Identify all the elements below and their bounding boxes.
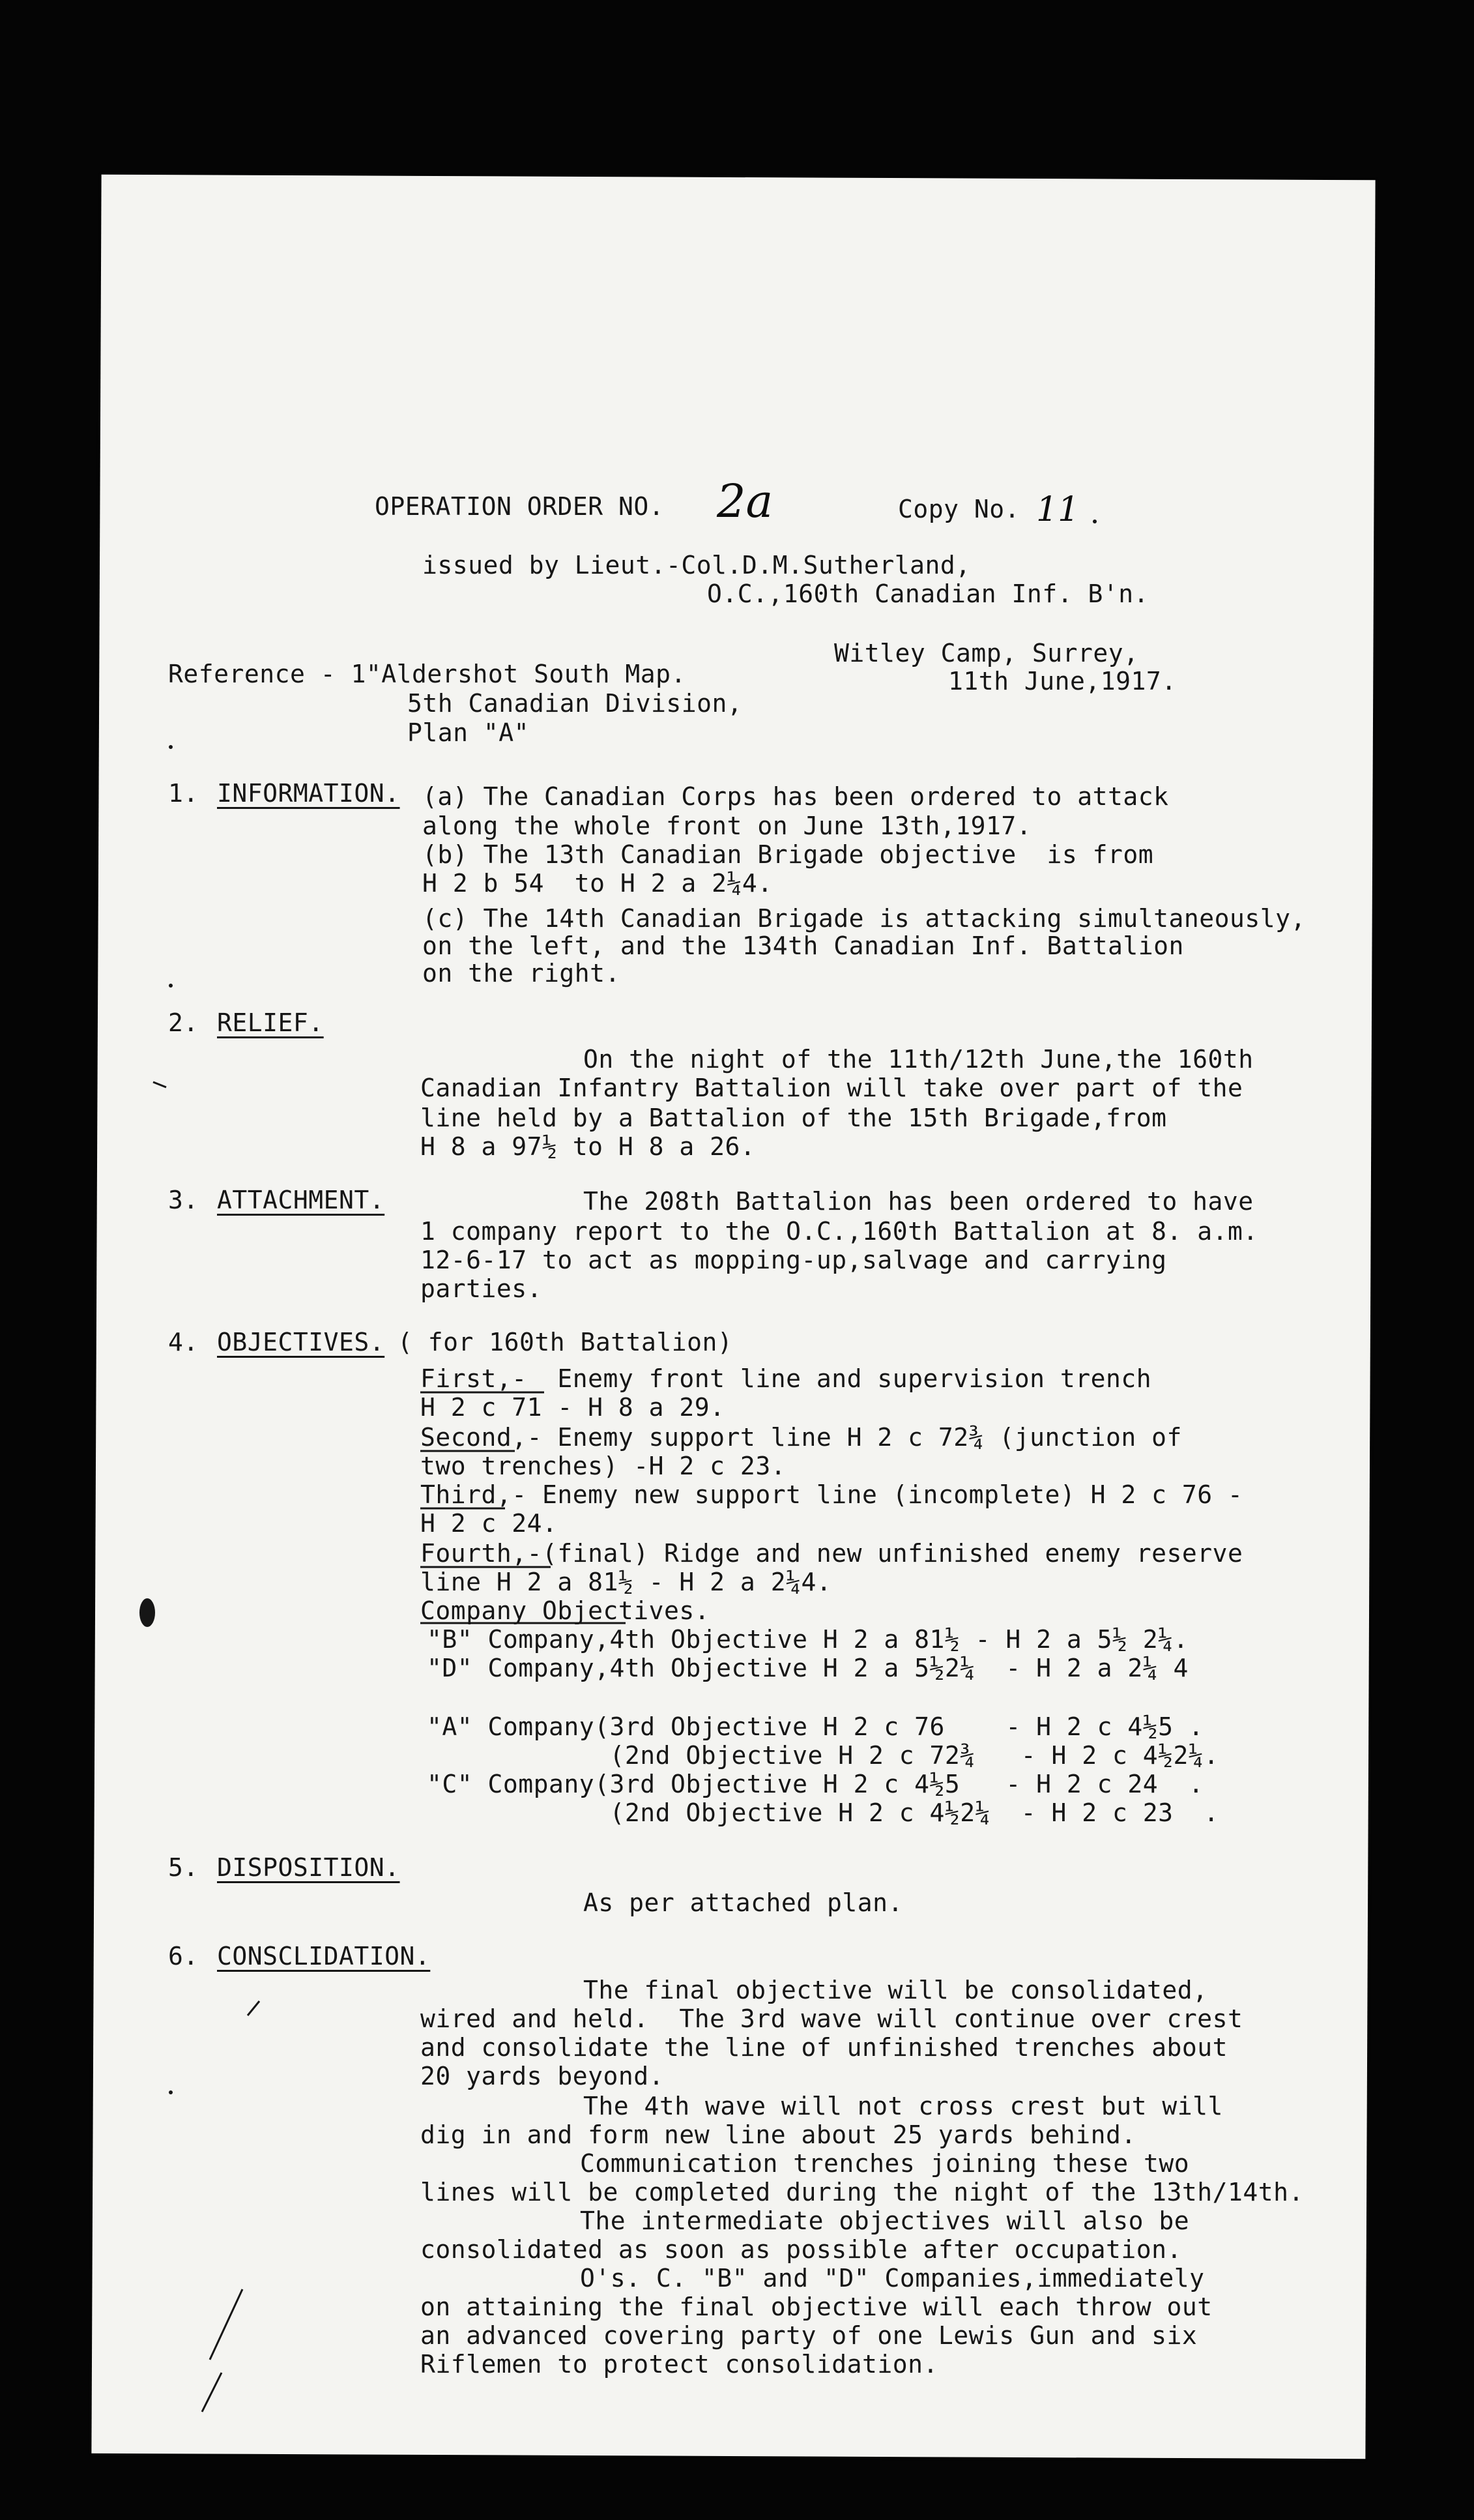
objectives-line: Company Objectives. [420,1596,710,1625]
consolidation-line: consolidated as soon as possible after occupation. [420,2235,1182,2264]
relief-line: line held by a Battalion of the 15th Brigade,from [420,1104,1167,1132]
consolidation-line: and consolidate the line of unfinished trenches about [420,2033,1228,2062]
section-heading-attachment: ATTACHMENT. [217,1186,385,1214]
order-title: OPERATION ORDER NO. [375,492,665,521]
copy-label: Copy No. [898,495,1020,523]
consolidation-line: The final objective will be consolidated, [583,1976,1208,2004]
consolidation-line: The 4th wave will not cross crest but will [583,2092,1223,2120]
section-number-5: 5. [168,1853,199,1882]
consolidation-line: lines will be completed during the night of the 13th/14th. [420,2178,1304,2206]
information-line: on the right. [422,959,620,988]
information-line: (c) The 14th Canadian Brigade is attacking simultaneously, [422,904,1306,933]
objectives-line: Second,- Enemy support line H 2 c 72¾ (junction of [420,1423,1182,1452]
relief-line: H 8 a 97½ to H 8 a 26. [420,1132,756,1161]
objectives-line: First,- Enemy front line and supervision trench [420,1364,1152,1393]
relief-line: Canadian Infantry Battalion will take over part of the [420,1074,1243,1102]
section-number-6: 6. [168,1942,199,1971]
date: 11th June,1917. [948,667,1177,696]
issued-by-line-1: issued by Lieut.-Col.D.M.Sutherland, [422,551,971,579]
relief-line: On the night of the 11th/12th June,the 160th [583,1045,1254,1074]
reference-line-1: Reference - 1"Aldershot South Map. [168,660,686,688]
information-line: on the left, and the 134th Canadian Inf. Battalion [422,931,1184,960]
section-heading-relief: RELIEF. [217,1008,324,1037]
consolidation-line: O's. C. "B" and "D" Companies,immediately [580,2264,1205,2293]
company-objective-row: (2nd Objective H 2 c 72¾ - H 2 c 4½2¼. [427,1741,1219,1770]
issued-by-line-2: O.C.,160th Canadian Inf. B'n. [707,579,1149,608]
consolidation-line: an advanced covering party of one Lewis Gun and six [420,2321,1198,2350]
objectives-line: Fourth,-(final) Ridge and new unfinished enemy reserve [420,1539,1243,1568]
objectives-heading-suffix: ( for 160th Battalion) [397,1328,733,1356]
company-objective-row: "C" Company(3rd Objective H 2 c 4½5 - H 2 c 24 . [427,1770,1204,1798]
section-number-2: 2. [168,1008,199,1037]
consolidation-line: Communication trenches joining these two [580,2149,1190,2178]
objectives-line: line H 2 a 81½ - H 2 a 2¼4. [420,1568,832,1596]
attachment-line: parties. [420,1274,543,1303]
copy-number-handwritten: 11 [1036,490,1080,529]
company-objective-row: "A" Company(3rd Objective H 2 c 76 - H 2 c 4½5 . [427,1712,1204,1741]
section-heading-disposition: DISPOSITION. [217,1853,400,1882]
information-line: (b) The 13th Canadian Brigade objective is from [422,840,1154,869]
company-objective-row: (2nd Objective H 2 c 4½2¼ - H 2 c 23 . [427,1798,1219,1827]
company-objective-row: "D" Company,4th Objective H 2 a 5½2¼ - H 2 a 2¼ 4 [427,1654,1189,1682]
objectives-line: two trenches) -H 2 c 23. [420,1452,787,1480]
information-line: (a) The Canadian Corps has been ordered to attack [422,782,1169,811]
consolidation-line: on attaining the final objective will each throw out [420,2293,1213,2321]
consolidation-line: dig in and form new line about 25 yards behind. [420,2120,1136,2149]
objectives-line: H 2 c 71 - H 8 a 29. [420,1393,725,1422]
section-heading-information: INFORMATION. [217,779,400,808]
attachment-line: 1 company report to the O.C.,160th Battalion at 8. a.m. [420,1217,1258,1246]
consolidation-line: The intermediate objectives will also be [580,2206,1190,2235]
section-number-4: 4. [168,1328,199,1356]
section-number-1: 1. [168,779,199,808]
consolidation-line: 20 yards beyond. [420,2062,665,2090]
information-line: H 2 b 54 to H 2 a 2¼4. [422,869,773,898]
consolidation-line: wired and held. The 3rd wave will continue over crest [420,2004,1243,2033]
company-objective-row: "B" Company,4th Objective H 2 a 81½ - H 2 a 5½ 2¼. [427,1625,1189,1654]
consolidation-line: Riflemen to protect consolidation. [420,2350,938,2379]
order-number-handwritten: 2a [717,475,773,528]
section-heading-objectives: OBJECTIVES. [217,1328,385,1356]
information-line: along the whole front on June 13th,1917. [422,812,1032,840]
objectives-line: Third,- Enemy new support line (incomplete) H 2 c 76 - [420,1480,1243,1509]
attachment-line: The 208th Battalion has been ordered to have [583,1187,1254,1216]
place: Witley Camp, Surrey, [834,639,1139,667]
objectives-line: H 2 c 24. [420,1509,558,1538]
reference-line-2: 5th Canadian Division, [407,689,743,718]
reference-line-3: Plan "A" [407,718,530,747]
section-heading-consolidation: CONSCLIDATION. [217,1942,431,1971]
section-number-3: 3. [168,1186,199,1214]
disposition-line: As per attached plan. [583,1888,903,1917]
attachment-line: 12-6-17 to act as mopping-up,salvage and carrying [420,1246,1167,1274]
